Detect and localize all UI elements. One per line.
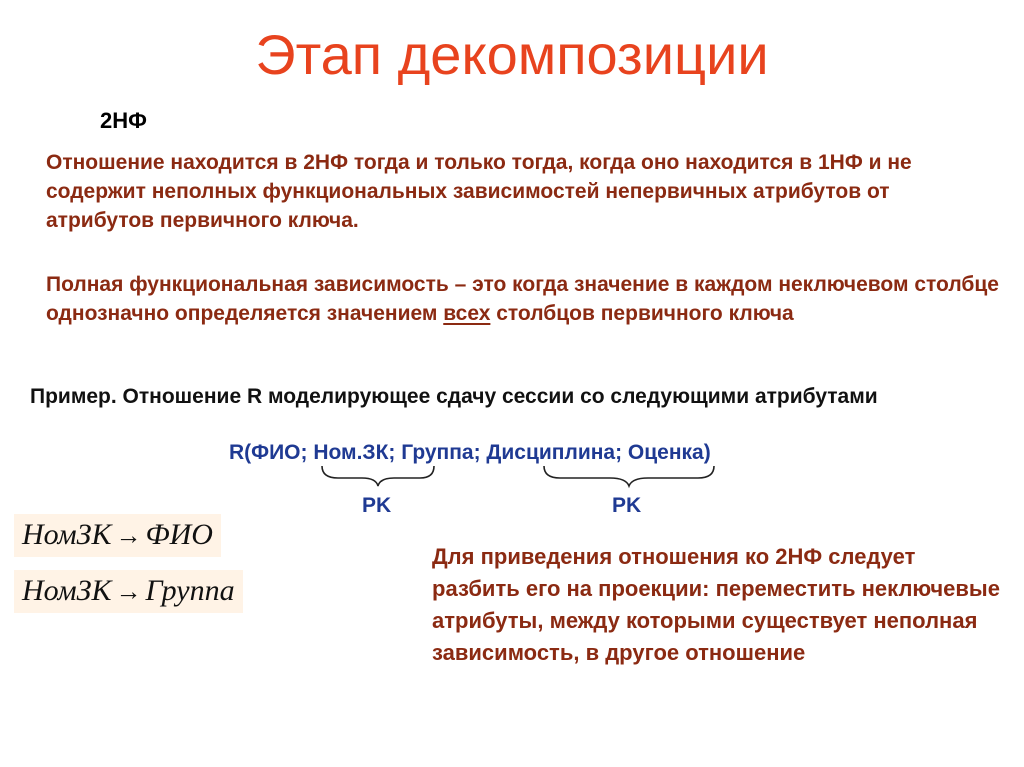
pk-label-2: PK xyxy=(612,494,642,517)
full-dependency-underlined: всех xyxy=(443,302,491,325)
formula-nomzk-group xyxy=(14,570,243,613)
full-dependency-text-end: столбцов первичного ключа xyxy=(490,302,794,325)
definition-paragraph: Отношение находится в 2НФ тогда и только тогда, когда оно находится в 1НФ и не содержит неполных функциональных зависимостей непервичных атрибутов от атрибутов первичного ключа. xyxy=(46,151,912,232)
formula-nomzk-fio xyxy=(14,514,221,557)
arrow-right-icon: → xyxy=(115,577,142,606)
pk-brace-right xyxy=(544,466,714,486)
formula-1-right: ФИО xyxy=(145,518,213,551)
formula-2-left: НомЗК xyxy=(22,574,112,607)
relation-schema: R(ФИО; Ном.ЗК; Группа; Дисциплина; Оценка) xyxy=(229,441,711,464)
pk-label-1: PK xyxy=(362,494,392,517)
example-paragraph: Пример. Отношение R моделирующее сдачу сессии со следующими атрибутами xyxy=(30,385,878,408)
full-dependency-text: Полная функциональная зависимость – это когда значение в каждом неключевом столбце однозначно определяется значением xyxy=(46,273,999,325)
arrow-right-icon: → xyxy=(115,521,142,550)
slide-title: Этап декомпозиции xyxy=(255,23,769,86)
pk-brace-left xyxy=(322,466,434,486)
formula-1-left: НомЗК xyxy=(22,518,112,551)
formula-2-right: Группа xyxy=(145,574,235,607)
section-subtitle: 2НФ xyxy=(100,108,147,133)
conclusion-paragraph: Для приведения отношения ко 2НФ следует разбить его на проекции: переместить неключевые атрибуты, между которыми существует неполная зависимость, в другое отношение xyxy=(432,544,1000,665)
